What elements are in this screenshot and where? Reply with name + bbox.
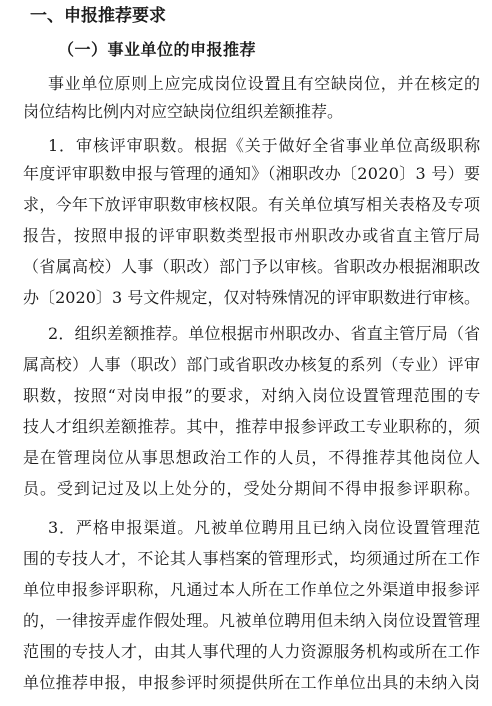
paragraph-line: 范围的专技人才，由其人事代理的人力资源服务机构或所在工作 <box>23 642 481 661</box>
paragraph-line: 1．审核评审职数。根据《关于做好全省事业单位高级职称 <box>48 136 482 155</box>
subsection-heading: （一）事业单位的申报推荐 <box>58 40 257 59</box>
paragraph-line: 单位申报参评职称，凡通过本人所在工作单位之外渠道申报参评 <box>23 580 481 599</box>
paragraph-line: 报告，按照申报的评审职数类型报市州职改办或省直主管厅局 <box>23 226 481 245</box>
paragraph-line: 年度评审职数申报与管理的通知》（湘职改办〔2020〕3 号）要 <box>23 164 481 183</box>
paragraph-line: 技人才组织差额推荐。其中，推荐申报参评政工专业职称的，须 <box>23 417 481 436</box>
paragraph-line: 是在管理岗位从事思想政治工作的人员，不得推荐其他岗位人 <box>23 448 481 467</box>
paragraph-line: 求，今年下放评审职数审核权限。有关单位填写相关表格及专项 <box>23 195 481 214</box>
paragraph-line: 的，一律按弄虚作假处理。凡被单位聘用但未纳入岗位设置管理 <box>23 611 481 630</box>
paragraph-line: （省属高校）人事（职改）部门予以审核。省职改办根据湘职改 <box>23 257 481 276</box>
paragraph-line: 事业单位原则上应完成岗位设置且有空缺岗位，并在核定的 <box>48 74 481 93</box>
section-heading: 一、申报推荐要求 <box>30 6 166 26</box>
paragraph-line: 2．组织差额推荐。单位根据市州职改办、省直主管厅局（省 <box>48 324 481 343</box>
paragraph-line: 员。受到记过及以上处分的，受处分期间不得申报参评职称。 <box>23 479 481 498</box>
paragraph-line: 3．严格申报渠道。凡被单位聘用且已纳入岗位设置管理范 <box>48 518 482 537</box>
paragraph-line: 办〔2020〕3 号文件规定，仅对特殊情况的评审职数进行审核。 <box>23 288 481 307</box>
paragraph-line: 属高校）人事（职改）部门或省职改办核复的系列（专业）评审 <box>23 355 481 374</box>
paragraph-line: 岗位结构比例内对应空缺岗位组织差额推荐。 <box>23 102 344 121</box>
paragraph-line: 围的专技人才，不论其人事档案的管理形式，均须通过所在工作 <box>23 549 481 568</box>
paragraph-line: 职数，按照“对岗申报”的要求，对纳入岗位设置管理范围的专 <box>23 386 482 405</box>
paragraph-line: 单位推荐申报，申报参评时须提供所在工作单位出具的未纳入岗 <box>23 673 481 692</box>
